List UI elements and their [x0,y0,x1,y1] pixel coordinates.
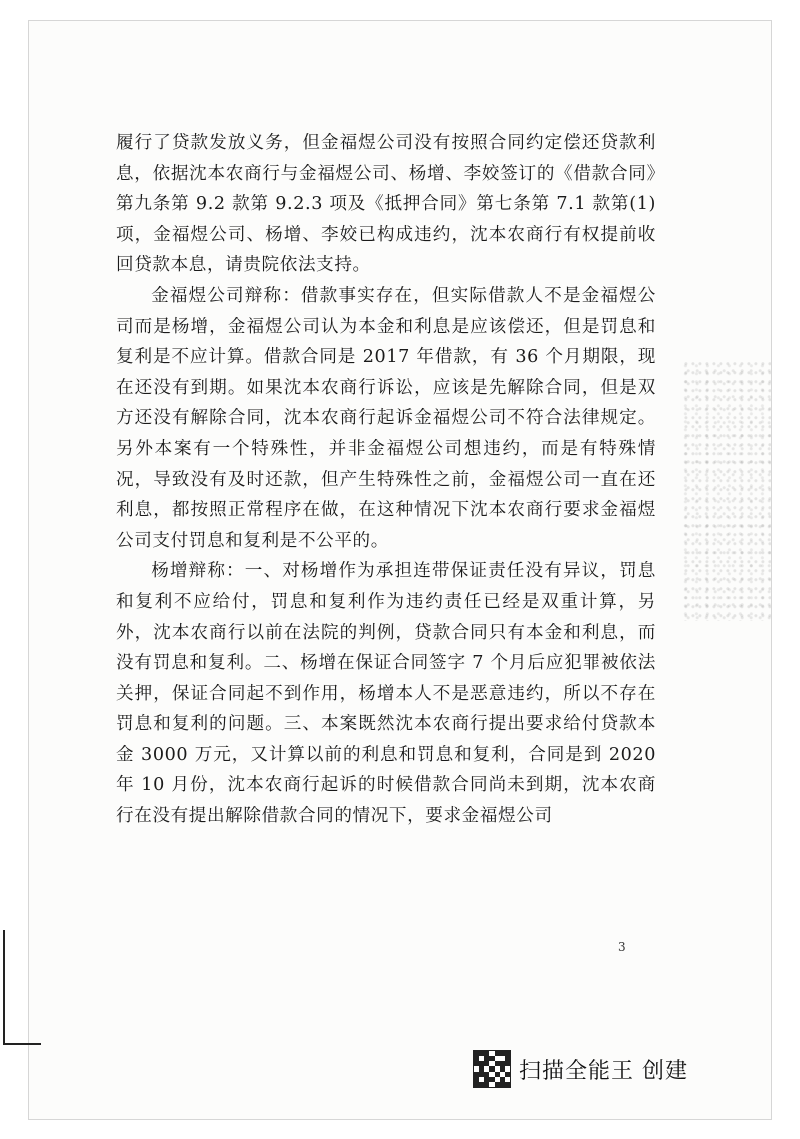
page-number: 3 [618,940,626,954]
scanner-watermark [473,1050,688,1088]
scan-edge-mark [3,930,5,1045]
watermark-text: 扫描全能王 创建 [519,1058,688,1084]
paragraph-continuation: 履行了贷款发放义务，但金福煜公司没有按照合同约定偿还贷款利息，依据沈本农商行与金福煜公司、杨增、李姣签订的《借款合同》第九条第 9.2 款第 9.2.3 项及《抵押合同》第七条第 7.1 款第(1)项，金福煜公司、杨增、李姣已构成违约，沈本农商行有权提前收回贷款本息，请贵院依法支持。 [116,133,656,276]
paragraph-yang-zeng-argument: 杨增辩称：一、对杨增作为承担连带保证责任没有异议，罚息和复利不应给付，罚息和复利作为违约责任已经是双重计算，另外，沈本农商行以前在法院的判例，贷款合同只有本金和利息，而没有罚息和复利。二、杨增在保证合同签字 7 个月后应犯罪被依法关押，保证合同起不到作用，杨增本人不是恶意违约，所以不存在罚息和复利的问题。三、本案既然沈本农商行提出要求给付贷款本金 3000 万元，又计算以前的利息和罚息和复利，合同是到 2020 年 10 月份，沈本农商行起诉的时候借款合同尚未到期，沈本农商行在没有提出解除借款合同的情况下，要求金福煜公司 [116,561,656,827]
scan-noise [681,361,771,621]
scan-edge-mark-bottom [3,1043,41,1045]
document-body [116,128,656,832]
qr-code-icon [473,1050,511,1088]
paragraph-defendant-company-argument: 金福煜公司辩称：借款事实存在，但实际借款人不是金福煜公司而是杨增，金福煜公司认为本金和利息是应该偿还，但是罚息和复利是不应计算。借款合同是 2017 年借款，有 36 个月期限，现在还没有到期。如果沈本农商行诉讼，应该是先解除合同，但是双方还没有解除合同，沈本农商行起诉金福煜公司不符合法律规定。另外本案有一个特殊性，并非金福煜公司想违约，而是有特殊情况，导致没有及时还款，但产生特殊性之前，金福煜公司一直在还利息，都按照正常程序在做，在这种情况下沈本农商行要求金福煜公司支付罚息和复利是不公平的。 [116,285,656,551]
